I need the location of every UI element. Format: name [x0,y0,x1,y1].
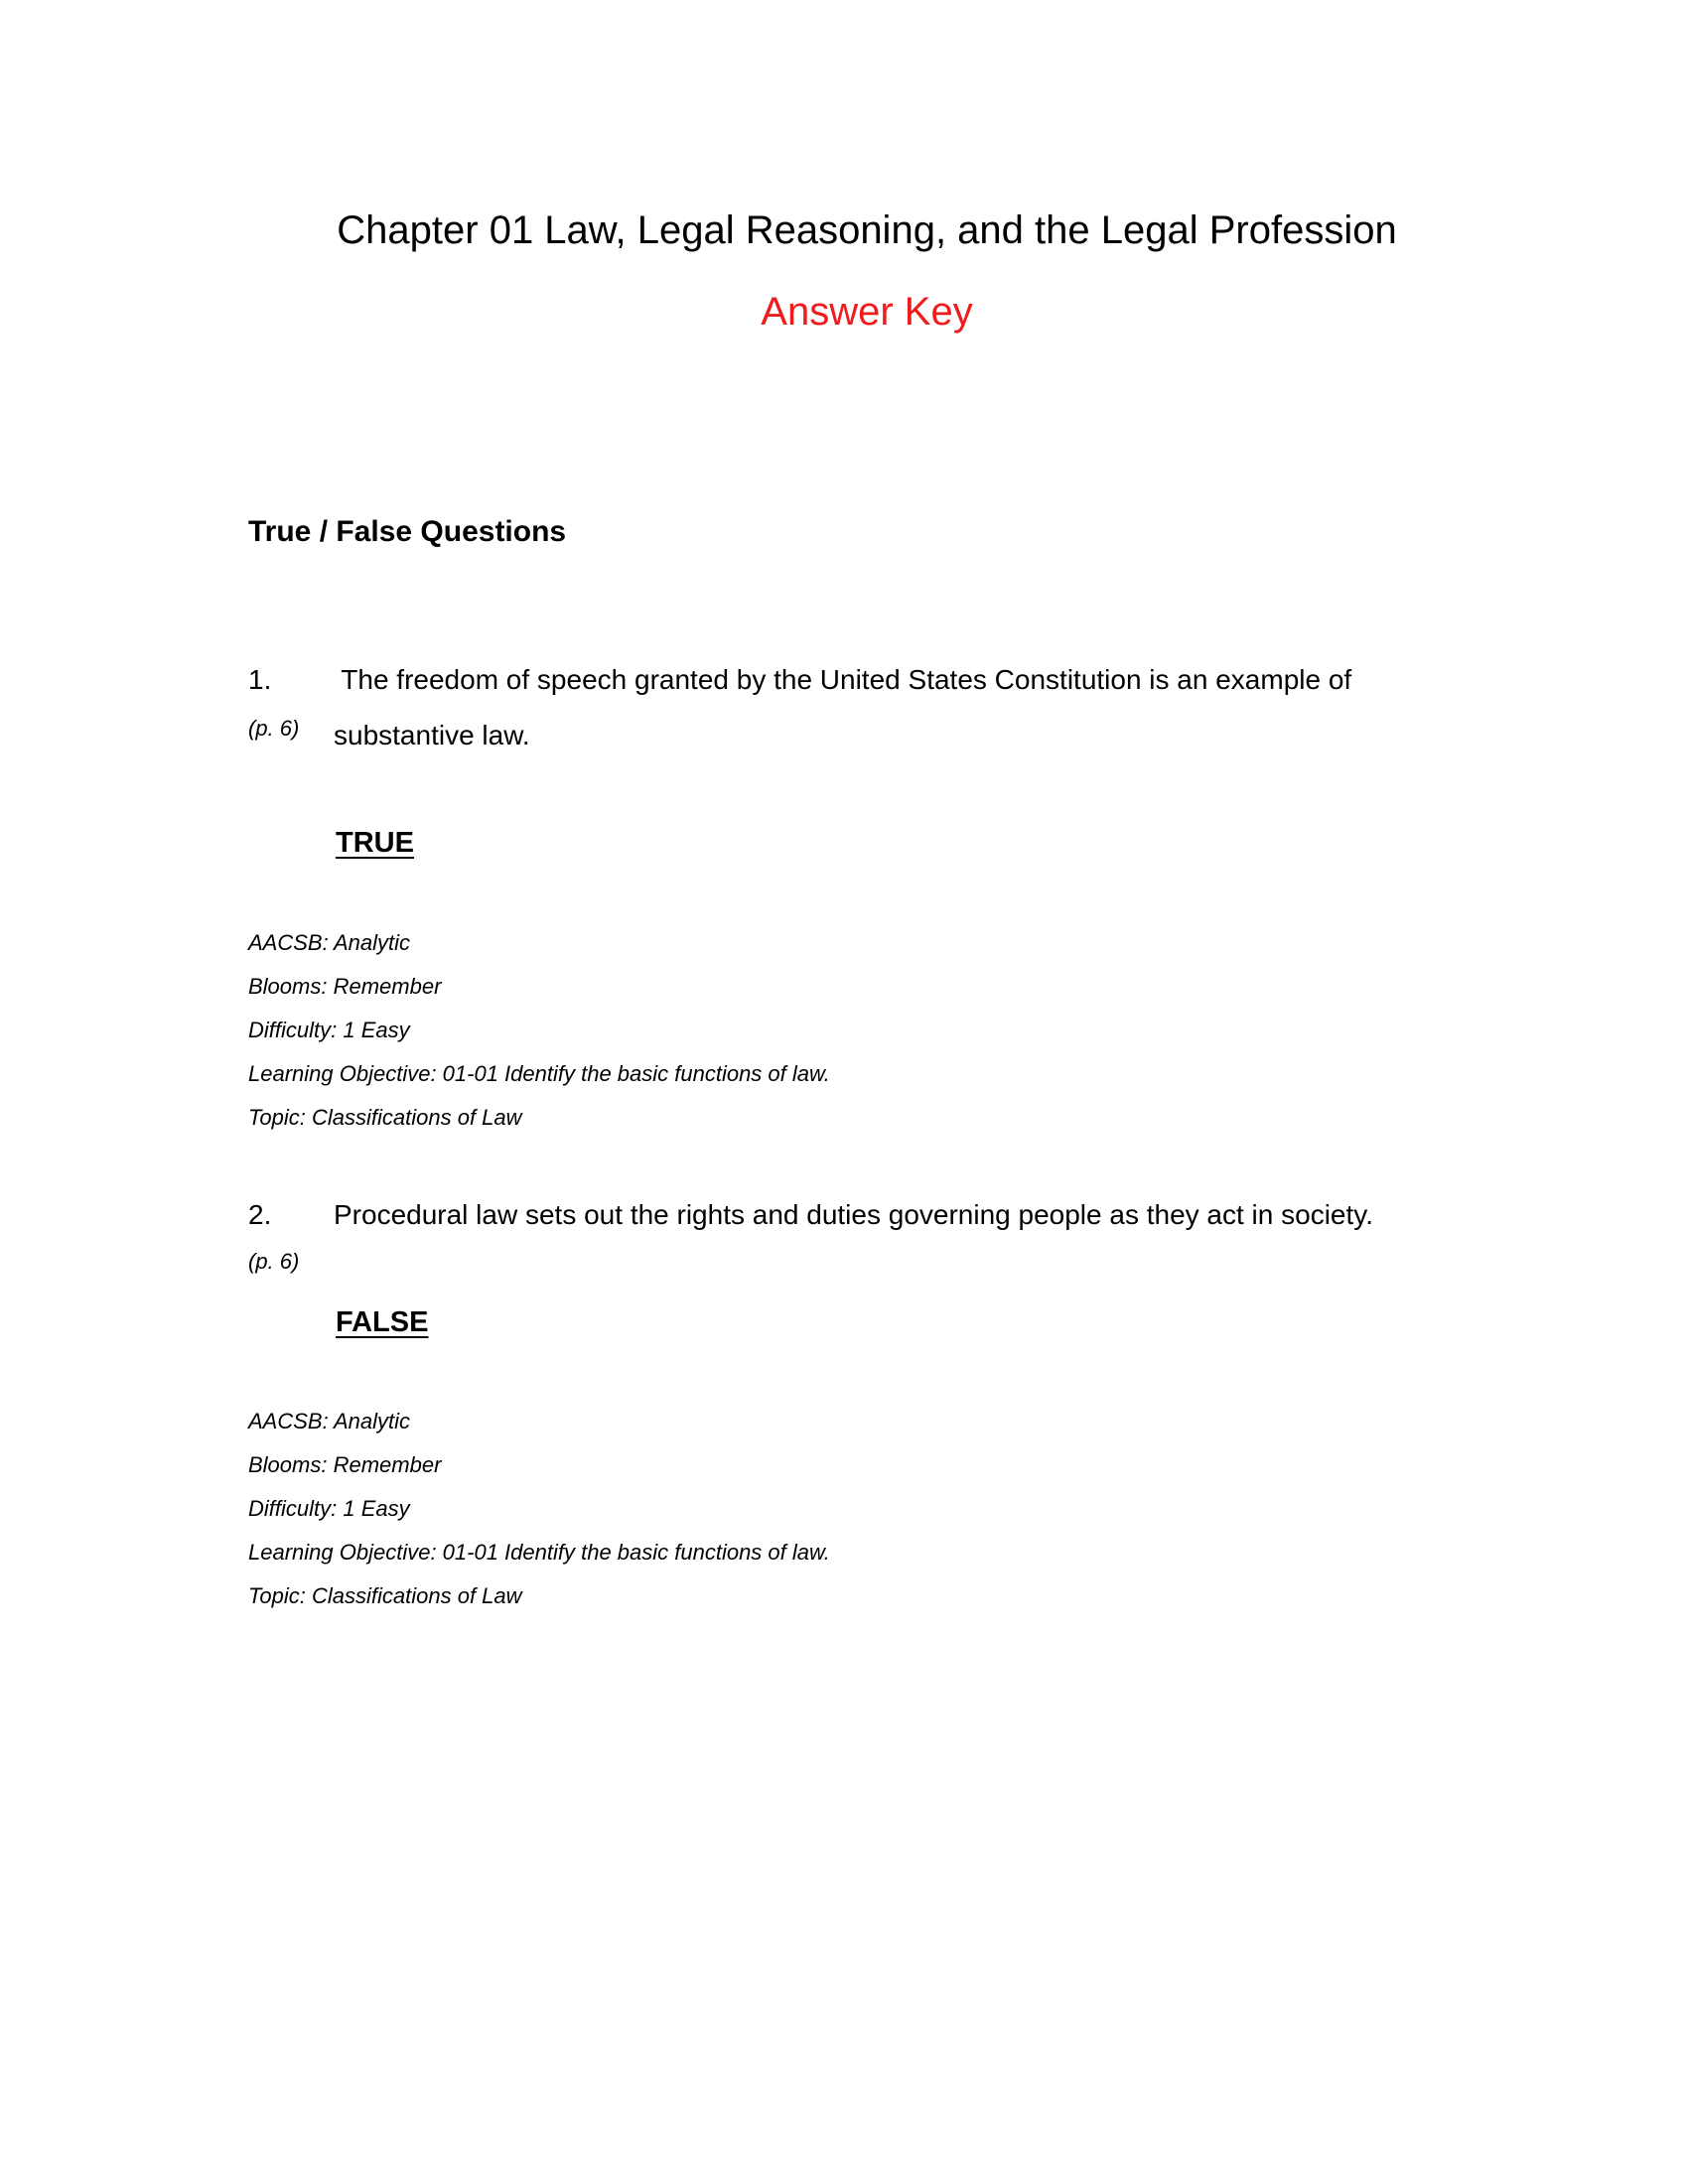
meta-blooms: Blooms: Remember [248,974,442,999]
meta-blooms: Blooms: Remember [248,1452,442,1477]
document-title: Chapter 01 Law, Legal Reasoning, and the Legal Profession [337,208,1397,252]
answer-key-subtitle: Answer Key [761,290,973,334]
question-text-line-2: substantive law. [334,720,530,751]
meta-topic: Topic: Classifications of Law [248,1105,522,1130]
meta-learning-objective: Learning Objective: 01-01 Identify the basic functions of law. [248,1061,830,1086]
answer-true: TRUE [336,827,414,859]
question-number: 2. [248,1199,272,1230]
question-number: 1. [248,664,272,695]
meta-aacsb: AACSB: Analytic [248,930,411,955]
meta-learning-objective: Learning Objective: 01-01 Identify the basic functions of law. [248,1540,830,1565]
meta-topic: Topic: Classifications of Law [248,1583,522,1608]
question-text-line-1: The freedom of speech granted by the United States Constitution is an example of [334,664,1352,695]
meta-aacsb: AACSB: Analytic [248,1409,411,1433]
page-reference: (p. 6) [248,1249,300,1274]
meta-difficulty: Difficulty: 1 Easy [248,1496,410,1521]
meta-difficulty: Difficulty: 1 Easy [248,1018,410,1042]
answer-false: FALSE [336,1306,429,1338]
section-heading: True / False Questions [248,515,567,548]
question-text-line-1: Procedural law sets out the rights and duties governing people as they act in society. [334,1199,1373,1230]
page-reference: (p. 6) [248,716,300,741]
